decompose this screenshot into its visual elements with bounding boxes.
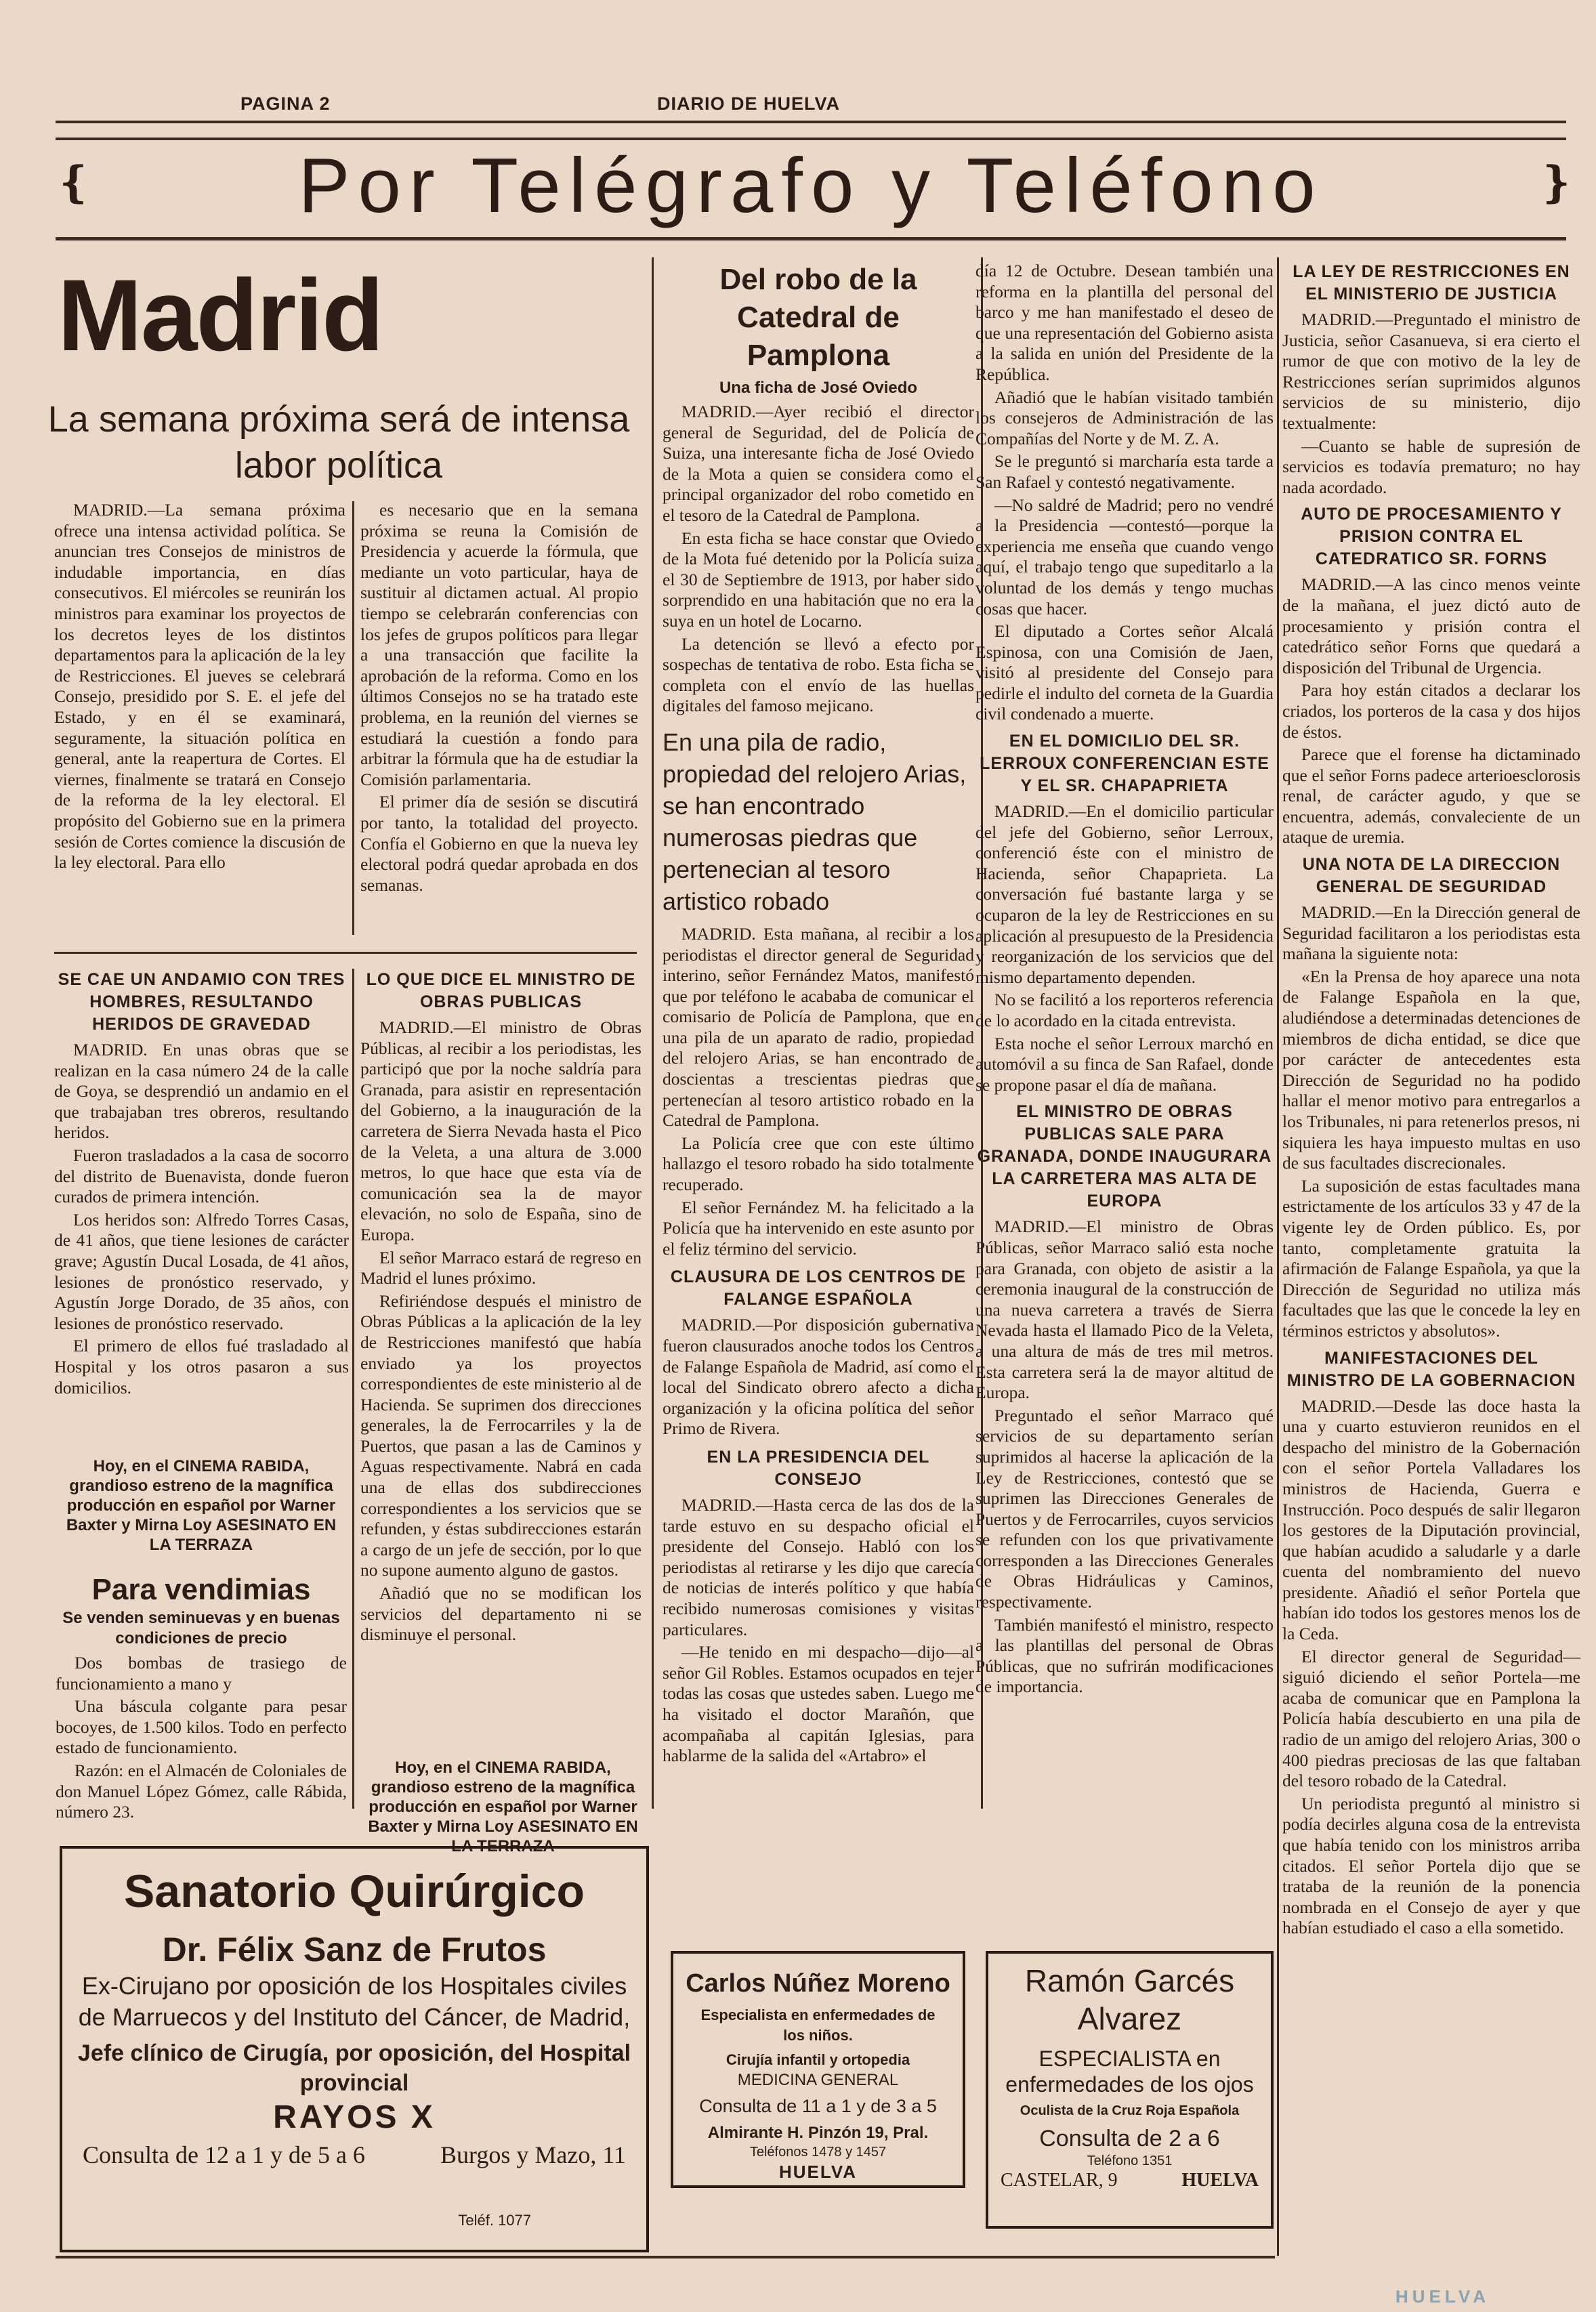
vendimias-body [56, 1653, 347, 1823]
paragraph: El primero de ellos fué trasladado al Hospital y los otros pasaron a sus domicilios. [54, 1336, 349, 1397]
paragraph: Dos bombas de trasiego de funcionamiento a mano y [56, 1653, 347, 1694]
paragraph: MADRID. En unas obras que se realizan en la casa número 24 de la calle de Goya, se desprendió un andamio en el que trabajaban tres obreros, resultando heridos. [54, 1040, 349, 1143]
paragraph: MADRID.—El ministro de Obras Públicas, al recibir a los periodistas, les participó que por la noche saldría para Granada, para asistir en representación del Gobierno, a la inauguración de la carretera de Sierra Nevada hasta el Pico de la Veleta, a una altura de 3.000 metros, lo que hace que esta vía de comunicación sea la de mayor elevación, no solo de España, sino de Europa. [360, 1017, 642, 1244]
paragraph: Razón: en el Almacén de Coloniales de don Manuel López Gómez, calle Rábida, número 23. [56, 1760, 347, 1822]
paragraph: La detención se llevó a efecto por sospechas de tentativa de robo. Esta ficha se completa con el envío de las huellas digitales del famoso mejicano. [663, 633, 974, 716]
sanatorio-address: Burgos y Mazo, 11 [440, 2141, 626, 2168]
paragraph: La Policía cree que con este último hallazgo el tesoro robado ha sido totalmente recuperado. [663, 1133, 974, 1195]
paragraph: Fueron trasladados a la casa de socorro del distrito de Buenavista, donde fueron curados de primera intención. [54, 1145, 349, 1207]
banner-ornament-left: ❴ [56, 159, 92, 207]
ramon-name2: Alvarez [1077, 2001, 1182, 2036]
manifestaciones-body [1282, 1396, 1580, 1939]
paragraph: El señor Fernández M. ha felicitado a la Policía que ha intervenido en este asunto por el feliz término del servicio. [663, 1197, 974, 1259]
article-labor-politica-2 [360, 500, 638, 898]
paragraph: MADRID.—En el domicilio particular del jefe del Gobierno, señor Lerroux, conferenció éste con el ministro de Hacienda, señor Chapaprieta. La conversación fué bastante larga y se ocuparon de la ley de Restricciones en su aplicación al presupuesto de la Presidencia y reorganización de los servicios que del mismo departamento dependen. [975, 801, 1274, 987]
manifestaciones-head: MANIFESTACIONES DEL MINISTRO DE LA GOBERNACION [1286, 1348, 1576, 1390]
column-rule [352, 969, 354, 1809]
robo-sub: Una ficha de José Oviedo [719, 379, 918, 397]
article-robo-pamplona [663, 261, 974, 1769]
page-label: PAGINA 2 [240, 93, 331, 114]
ministro-body [975, 1217, 1274, 1698]
ramon-city: HUELVA [1181, 2170, 1259, 2191]
lerroux-head: EN EL DOMICILIO DEL SR. LERROUX CONFERENCIAN ESTE Y EL SR. CHAPAPRIETA [980, 732, 1269, 796]
andamio-head: SE CAE UN ANDAMIO CON TRES HOMBRES, RESULTANDO HERIDOS DE GRAVEDAD [58, 970, 345, 1034]
falange-head: CLAUSURA DE LOS CENTROS DE FALANGE ESPAÑOLA [670, 1267, 967, 1309]
paragraph: MADRID.—Preguntado el ministro de Justicia, señor Casanueva, si era cierto el rumor de que con motivo de la ley de Restricciones serían suprimidos algunos servicios de su ministerio, dijo textualmente: [1282, 310, 1580, 433]
paragraph: MADRID.—La semana próxima ofrece una intensa actividad política. Se anuncian tres Consejos de ministros de indudable importancia, en días consecutivos. El miércoles se reunirán los ministros para examinar los proyectos de los decretos leyes de los distintos departamentos para la aplicación de la ley de Restricciones. El jueves se celebrará Consejo, presidido por S. E. el jefe del Estado, y en él se examinará, seguramente, la situación política en general, ante la reapertura de Cortes. El viernes, finalmente se tratará en Consejo de la reforma de la ley electoral. El propósito del Gobierno sue en la primera sesión de Cortes comience la discusión de la ley electoral. Para ello [54, 500, 345, 873]
archive-watermark: HUELVA [1395, 2286, 1490, 2307]
obras-head: LO QUE DICE EL MINISTRO DE OBRAS PUBLICAS [366, 970, 636, 1011]
paragraph: Para hoy están citados a declarar los criados, los porteros de la casa y dos hijos de éstos. [1282, 680, 1580, 742]
paragraph: La suposición de estas facultades mana estrictamente de los artículos 33 y 47 de la vigente ley de Orden público. Es, por tanto, completamente gratuita la afirmación de Falange Española, ya que la Dirección de Seguridad no utiliza más facultades que las que le concede la ley en términos estrictos y absolutos». [1282, 1175, 1580, 1341]
vendimias-title: Para vendimias [91, 1573, 311, 1606]
cinema-ad-2: Hoy, en el CINEMA RABIDA, grandioso estreno de la magnífica producción en español por Warner Baxter y Mirna Loy ASESINATO EN LA TERRAZA [368, 1759, 638, 1855]
city-heading: Madrid [58, 258, 383, 372]
restricciones-body [1282, 310, 1580, 498]
sanatorio-line2: Jefe clínico de Cirugía, por oposición, del Hospital provincial [77, 2040, 631, 2096]
ad-vendimias [56, 1572, 347, 1825]
bottom-rule [56, 2256, 1275, 2258]
sanatorio-consulta: Consulta de 12 a 1 y de 5 a 6 [83, 2141, 365, 2168]
column-rule [652, 257, 654, 1809]
paragraph: En esta ficha se hace constar que Oviedo de la Mota fué detenido por la Policía suiza el 30 de Septiembre de 1913, por haber sido sorprendido en una habitación que no era la suya en un hotel de Locarno. [663, 528, 974, 631]
continuation-body [975, 261, 1274, 725]
paragraph: Una báscula colgante para pesar bocoyes, de 1.500 kilos. Todo en perfecto estado de funcionamiento. [56, 1696, 347, 1758]
paragraph: No se facilitó a los reporteros referencia de lo acordado en la citada entrevista. [975, 990, 1274, 1030]
paragraph: El señor Marraco estará de regreso en Madrid el lunes próximo. [360, 1247, 642, 1288]
ramon-spec2: enfermedades de los ojos [1005, 2072, 1254, 2097]
column-5 [1282, 261, 1580, 1941]
lerroux-body [975, 801, 1274, 1095]
ramon-name1: Ramón Garcés [1024, 1963, 1235, 1998]
nota-head: UNA NOTA DE LA DIRECCION GENERAL DE SEGURIDAD [1302, 855, 1561, 897]
column-rule [1277, 257, 1279, 2256]
robo-body [663, 402, 974, 717]
banner-ornament-right: ❵ [1538, 159, 1574, 207]
paragraph: es necesario que en la semana próxima se reuna la Comisión de Presidencia y acuerde la fórmula, que mediante un voto particular, haya de sustituir al dictamen actual. Al propio tiempo se celebrarán conferencias con los jefes de grupos políticos para llegar a una transacción que facilite la aprobación de la reforma. Como en los últimos Consejos no se ha tratado este problema, en la reunión del viernes se estudiará la cuestión a fondo para arbitrar la fórmula que ha de estudiar la Comisión parlamentaria. [360, 500, 638, 789]
ministro-head: EL MINISTRO DE OBRAS PUBLICAS SALE PARA GRANADA, DONDE INAUGURARA LA CARRETERA MAS ALTA DE EUROPA [977, 1102, 1272, 1211]
ramon-consulta: Consulta de 2 a 6 [1039, 2126, 1220, 2151]
nota-body [1282, 902, 1580, 1341]
paragraph: Parece que el forense ha dictaminado que el señor Forns padece arterioesclorosis renal, de carácter agudo, y que se encuentra, además, convaleciente de un ataque de uremia. [1282, 744, 1580, 847]
carlos-medicina: MEDICINA GENERAL [737, 2071, 899, 2089]
paragraph: Añadió que no se modifican los servicios del departamento ni se disminuye el personal. [360, 1583, 642, 1645]
falange-body [663, 1315, 974, 1439]
andamio-body [54, 1040, 349, 1398]
robo-head: Del robo de la Catedral de Pamplona [719, 263, 917, 372]
paragraph: MADRID.—Ayer recibió el director general de Seguridad, del de Policía de Suiza, una interesante ficha de José Oviedo de la Mota a quien se considera como el principal organizador del robo cometido en el tesoro de la Catedral de Pamplona. [663, 402, 974, 525]
paragraph: Refiriéndose después el ministro de Obras Públicas a la aplicación de la ley de Restricciones manifestó que había enviado ya los proyectos correspondientes de este ministerio al de Hacienda. Se suprimen dos direcciones generales, la de Ferrocarriles y la de Puertos, que pasan a las de Caminos y Aguas respectivamente. Nabrá en cada una de ellas dos subdirecciones correspondientes a los servicios que se refunden, y éstas subdirecciones estarán a cargo de un jefe de sección, por lo que no supone aumento alguno de gastos. [360, 1290, 642, 1580]
carlos-name: Carlos Núñez Moreno [686, 1969, 950, 1998]
sanatorio-rayos: RAYOS X [273, 2099, 436, 2135]
article-andamio [54, 969, 349, 1400]
paragraph: También manifestó el ministro, respecto a las plantillas del personal de Obras Públicas, que no sufrirán modificaciones de importancia. [975, 1614, 1274, 1697]
article-obras-publicas [360, 969, 642, 1647]
obras-body [360, 1017, 642, 1645]
paragraph: MADRID.—Hasta cerca de las dos de la tarde estuvo en su despacho oficial el presidente del Consejo. Habló con los periodistas al retirarse y les dijo que carecía de noticias de interés político y que había recibido numerosas comisiones y visitas particulares. [663, 1494, 974, 1639]
paragraph: MADRID. Esta mañana, al recibir a los periodistas el director general de Seguridad interino, señor Fernández Matos, manifestó que por teléfono le acababa de comunicar el comisario de Policía de Pamplona, que en una pila de un aparato de radio, propiedad del relojero Arias, se han encontrado de doscientas a trescientas piedras que pertenecían al tesoro artistico robado en la Catedral de Pamplona. [663, 923, 974, 1131]
divider [54, 952, 637, 954]
paragraph: —No saldré de Madrid; pero no vendré a la Presidencia —contestó—porque la experiencia me enseña que cuando vengo aquí, el trabajo tengo que supeditarlo a la voluntad de los demás y tengo muchas cosas que hacer. [975, 495, 1274, 618]
sanatorio-phone: Teléf. 1077 [458, 2212, 531, 2229]
paragraph: Esta noche el señor Lerroux marchó en automóvil a su finca de San Rafael, donde se propone pasar el día de mañana. [975, 1033, 1274, 1095]
paragraph: MADRID.—Desde las doce hasta la una y cuarto estuvieron reunidos en el despacho del ministro de la Gobernación con el señor Portela Valladares los ministros de Hacienda, Guerra e Instrucción. Poco después de salir llegaron los gestores de la Diputación provincial, que habían acudido a saludarle y a darle cuenta del nombramiento del nuevo presidente. Añadió el señor Portela que habían ido todos los gestores menos los de la Ceda. [1282, 1395, 1580, 1644]
headline-labor-politica: La semana próxima será de intensa labor política [47, 399, 630, 486]
sanatorio-footer [62, 2140, 646, 2170]
paragraph: «En la Prensa de hoy aparece una nota de Falange Española en la que, aludiéndose a determinadas detenciones de miembros de dicha entidad, se dice que por carácter de antecedentes esta Dirección de Seguridad no ha podido hallar el menor motivo para entregarlos a los Tribunales, ni para retenerlos presos, ni siquiera les haya impuesto multas en uso de sus facultades discrecionales. [1282, 966, 1580, 1173]
sanatorio-doctor: Dr. Félix Sanz de Frutos [162, 1931, 547, 1969]
carlos-phones: Teléfonos 1478 y 1457 [749, 2145, 887, 2160]
ad-carlos-nunez [671, 1951, 965, 2188]
sanatorio-title: Sanatorio Quirúrgico [123, 1866, 585, 1917]
paragraph: MADRID.—En la Dirección general de Seguridad facilitaron a los periodistas esta mañana la siguiente nota: [1282, 902, 1580, 964]
paragraph: Añadió que le habían visitado también los consejeros de Administración de las Compañías del Norte y de M. Z. A. [975, 387, 1274, 448]
paragraph: El director general de Seguridad—siguió diciendo el señor Portela—me acaba de comunicar que en Pamplona la Policía había descubierto en una pila de radio de un amigo del relojero Arias, 300 o 400 piedras preciosas de las que faltaban del tesoro robado de la Catedral. [1282, 1646, 1580, 1791]
paragraph: MADRID.—Por disposición gubernativa fueron clausurados anoche todos los Centros de Falange Española de Madrid, así como el local del Sindicato obrero afecto a dicha organización y la oficina política del señor Primo de Rivera. [663, 1315, 974, 1439]
article-labor-politica-1 [54, 500, 345, 875]
paragraph: Los heridos son: Alfredo Torres Casas, de 41 años, que tiene lesiones de carácter grave; Agustín Ducal Losada, de 41 años, lesiones de pronóstico reservado, y Agustín Jorge Dorado, de 35 años, con lesiones de pronóstico reservado. [54, 1209, 349, 1333]
ramon-phone: Teléfono 1351 [1087, 2153, 1173, 2168]
sanatorio-line1: Ex-Cirujano por oposición de los Hospitales civiles de Marruecos y del Instituto del Cáncer, de Madrid, [78, 1972, 631, 2031]
paragraph: Un periodista preguntó al ministro si podía decirles alguna cosa de la entrevista que había tenido con los ministros arriba citados. El señor Portela dijo que se trataba de la reunión de la ponencia nombrada en el Consejo de ayer y que habían estudiado el caso a ella sometido. [1282, 1793, 1580, 1938]
presidencia-head: EN LA PRESIDENCIA DEL CONSEJO [707, 1447, 930, 1489]
paragraph: Preguntado el señor Marraco qué servicios de su departamento serían suprimidos al hacerse la aplicación de la Ley de Restricciones, contestó que se suprimen las Direcciones Generales de Puertos y de Ferrocarriles, cuyos servicios se refunden con los que privativamente corresponden a las Direcciones Generales de Obras Hidráulicas y Caminos, respectivamente. [975, 1405, 1274, 1612]
section-banner: Por Telégrafo y Teléfono [298, 143, 1324, 229]
presidencia-body [663, 1495, 974, 1767]
column-rule [352, 501, 354, 935]
paragraph: —He tenido en mi despacho—dijo—al señor Gil Robles. Estamos ocupados en tejer todas las cosas que ustedes saben. Luego me ha visitado el doctor Marañón, que acompañaba al capitán Iglesias, para hablarme de la salida del «Artabro» el [663, 1642, 974, 1766]
paragraph: El primer día de sesión se discutirá por tanto, la totalidad del proyecto. Confía el Gobierno en que la nueva ley electoral podrá quedar aprobada en dos semanas. [360, 792, 638, 895]
ad-ramon-garces [986, 1951, 1274, 2229]
vendimias-sub: Se venden seminuevas y en buenas condiciones de precio [62, 1609, 340, 1647]
carlos-cirugia: Cirujía infantil y ortopedia [726, 2051, 910, 2068]
carlos-city: HUELVA [778, 2162, 858, 2182]
paragraph: MADRID.—El ministro de Obras Públicas, señor Marraco salió esta noche para Granada, con objeto de asistir a la ceremonia inaugural de la construcción de una nueva carretera a través de Sierra Nevada hasta el llamado Pico de la Veleta, a una altura de más de tres mil metros. Esta carretera será la de mayor altitud de Europa. [975, 1217, 1274, 1403]
paragraph: Se le preguntó si marcharía esta tarde a San Rafael y contestó negativamente. [975, 451, 1274, 492]
ramon-address: CASTELAR, 9 [1001, 2170, 1118, 2191]
paragraph: MADRID.—A las cinco menos veinte de la mañana, el juez dictó auto de procesamiento y prisión contra el catedrático señor Forns que quedará a disposición del Tribunal de Urgencia. [1282, 574, 1580, 677]
ramon-oculista: Oculista de la Cruz Roja Española [1020, 2103, 1240, 2118]
paragraph: El diputado a Cortes señor Alcalá Espinosa, con una Comisión de Jaen, visitó al presidente del Consejo para pedirle el indulto del corneta de la Guardia civil condenado a muerte. [975, 621, 1274, 724]
article-continuation [975, 261, 1274, 1700]
carlos-consulta: Consulta de 11 a 1 y de 3 a 5 [699, 2096, 937, 2116]
forns-body [1282, 574, 1580, 848]
paper-name: DIARIO DE HUELVA [657, 93, 841, 114]
paragraph: día 12 de Octubre. Desean también una reforma en la plantilla del personal del barco y me han manifestado el deseo de que una representación del Gobierno asista a la salida en unión del Presidente de la República. [975, 261, 1274, 384]
cinema-ad-1: Hoy, en el CINEMA RABIDA, grandioso estreno de la magnífica producción en español por Warner Baxter y Mirna Loy ASESINATO EN LA TERRAZA [66, 1457, 337, 1554]
banner-rule-bottom [56, 237, 1566, 240]
header-rule [56, 121, 1566, 123]
ad-sanatorio [60, 1846, 649, 2252]
restricciones-head: LA LEY DE RESTRICCIONES EN EL MINISTERIO DE JUSTICIA [1293, 262, 1570, 303]
radio-head: En una pila de radio, propiedad del relojero Arias, se han encontrado numerosas piedras que pertenecian al tesoro artistico robado [663, 728, 967, 915]
carlos-spec: Especialista en enfermedades de los niños. [700, 2006, 936, 2044]
forns-head: AUTO DE PROCESAMIENTO Y PRISION CONTRA EL CATEDRATICO SR. FORNS [1301, 505, 1562, 569]
ramon-spec1: ESPECIALISTA en [1038, 2046, 1221, 2071]
radio-body [663, 924, 974, 1260]
carlos-address: Almirante H. Pinzón 19, Pral. [707, 2124, 929, 2142]
paragraph: —Cuanto se hable de supresión de servicios es todavía prematuro; no hay nada acordado. [1282, 436, 1580, 497]
ramon-footer [988, 2169, 1271, 2192]
